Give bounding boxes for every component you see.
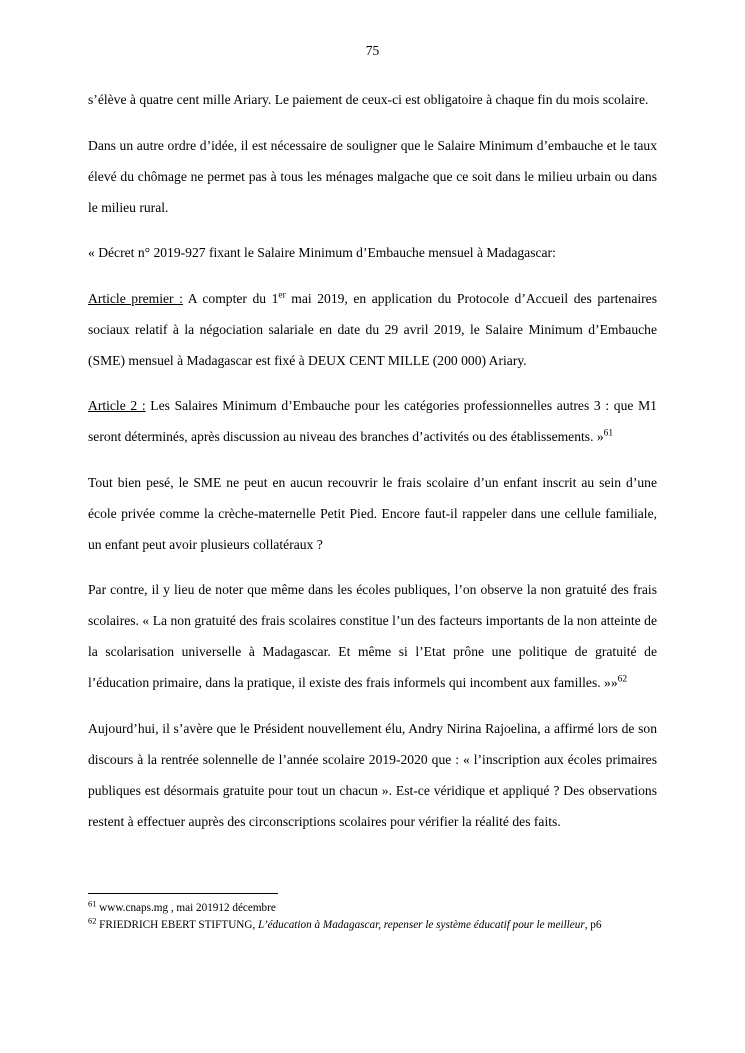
footnote-ref-61[interactable]: 61 <box>603 428 614 439</box>
page-number: 75 <box>365 43 380 58</box>
footnote-ref-62[interactable]: 62 <box>617 674 628 685</box>
article-heading: Article 2 : <box>88 398 146 413</box>
paragraph: Aujourd’hui, il s’avère que le Président nouvellement élu, Andry Nirina Rajoelina, a affirmé lors de son discours à la rentrée solennelle de l’année scolaire 2019-2020 que : « l’inscription aux écoles primaires publiques est désormais gratuite pour tout un chacun ». Est-ce véridique et appliqué ? Des observations restent à effectuer auprès des circonscriptions scolaires pour vérifier la réalité des faits. <box>88 720 657 829</box>
paragraph: « Décret n° 2019-927 fixant le Salaire Minimum d’Embauche mensuel à Madagascar: <box>88 245 556 260</box>
footnote-item <box>88 917 657 934</box>
paragraph: Dans un autre ordre d’idée, il est nécessaire de souligner que le Salaire Minimum d’embauche et le taux élevé du chômage ne permet pas à tous les ménages malgache que ce soit dans le milieu urbain ou dans le milieu rural. <box>88 137 657 215</box>
footnote-marker: 62 <box>88 915 97 925</box>
article-text-part-1: A compter du 1 <box>182 290 279 306</box>
ordinal-superscript: er <box>278 289 286 300</box>
paragraph-article-premier <box>88 283 657 376</box>
article-heading: Article premier : <box>88 290 183 306</box>
paragraph: Tout bien pesé, le SME ne peut en aucun recouvrir le frais scolaire d’un enfant inscrit au sein d’une école privée comme la crèche-maternelle Petit Pied. Encore faut-il rappeler dans une cellule familiale, un enfant peut avoir plusieurs collatéraux ? <box>88 474 657 552</box>
document-body <box>88 84 657 837</box>
footnote-marker: 61 <box>88 899 97 909</box>
paragraph-with-footnote <box>88 574 657 698</box>
article-text-part-2: mai 2019, en application du Protocole d’Accueil des partenaires sociaux relatif à la négociation salariale en date du 29 avril 2019, le Salaire Minimum d’Embauche (SME) mensuel à Madagascar est fixé à DEUX CENT MILLE (200 000) Ariary. <box>88 290 658 368</box>
article-text: Les Salaires Minimum d’Embauche pour les catégories professionnelles autres 3 : que M1 seront déterminés, après discussion au niveau des branches d’activités ou des établissements. » <box>88 398 657 444</box>
footnote-item <box>88 900 657 917</box>
footnote-text-part-1: FRIEDRICH EBERT STIFTUNG, <box>96 918 259 931</box>
footnote-separator-rule <box>88 893 278 894</box>
footnote-text: www.cnaps.mg , mai 201912 décembre <box>96 902 276 914</box>
footnote-title-italic: L’éducation à Madagascar, repenser le système éducatif pour le meilleur <box>258 918 585 931</box>
paragraph-text: Par contre, il y lieu de noter que même dans les écoles publiques, l’on observe la non gratuité des frais scolaires. « La non gratuité des frais scolaires constitue l’un des facteurs importants de la non atteinte de la scolarisation universelle à Madagascar. Et même si l’Etat prône une politique de gratuité de l’éducation primaire, dans la pratique, il existe des frais informels qui incombent aux familles. »» <box>88 582 657 690</box>
paragraph: s’élève à quatre cent mille Ariary. Le paiement de ceux-ci est obligatoire à chaque fin du mois scolaire. <box>88 92 649 107</box>
footnote-text-part-2: , p6 <box>584 918 602 931</box>
footnotes-section <box>88 893 657 933</box>
paragraph-article-2 <box>88 390 657 452</box>
